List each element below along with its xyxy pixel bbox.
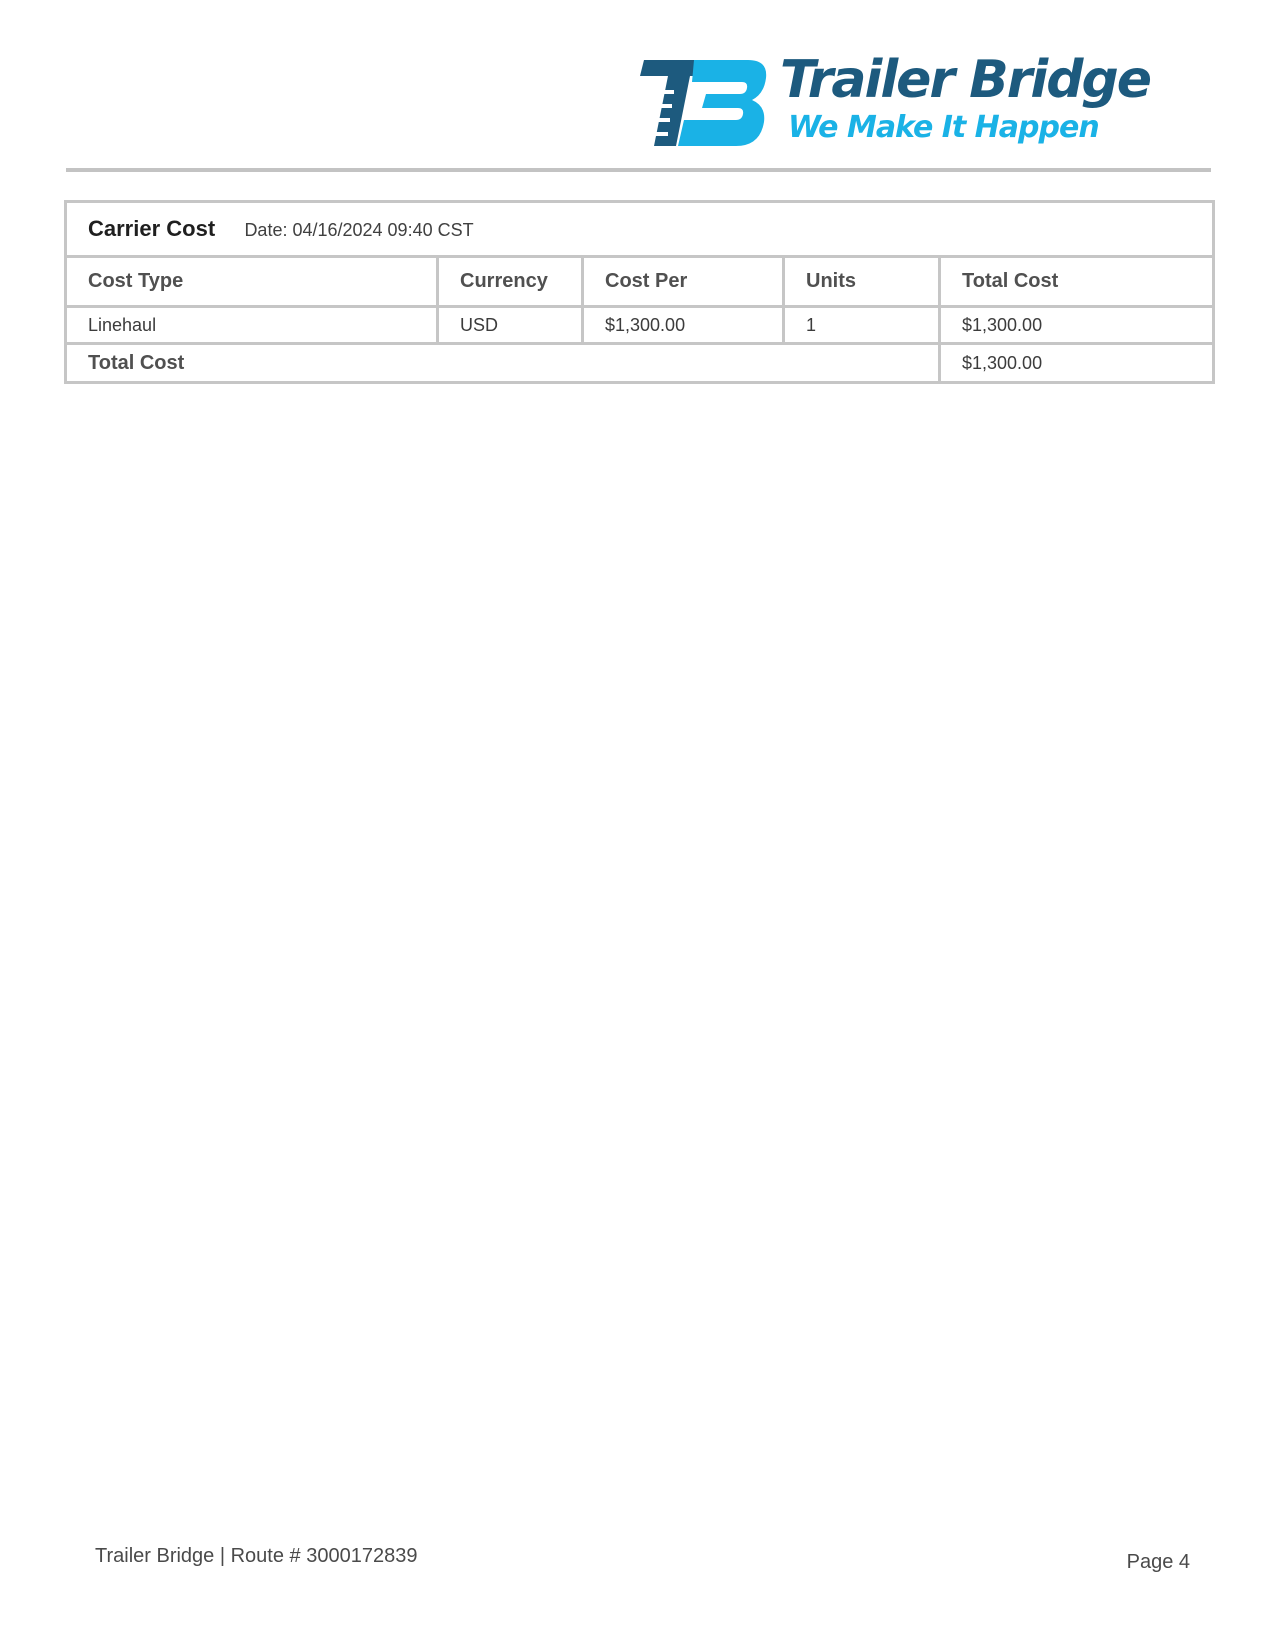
column-header-units: Units (784, 257, 940, 307)
table-title-row (66, 202, 1214, 257)
column-header-total-cost: Total Cost (940, 257, 1214, 307)
logo-tagline: We Make It Happen (788, 110, 1099, 145)
table-row (66, 307, 1214, 344)
section-date: Date: 04/16/2024 09:40 CST (244, 220, 474, 240)
company-logo (640, 50, 1200, 152)
header-divider (66, 168, 1211, 172)
cell-currency: USD (438, 307, 583, 344)
footer-route: Trailer Bridge | Route # 3000172839 (95, 1545, 418, 1567)
cell-units: 1 (784, 307, 940, 344)
cell-total-cost: $1,300.00 (940, 307, 1214, 344)
total-label: Total Cost (66, 344, 940, 383)
column-header-cost-type: Cost Type (66, 257, 438, 307)
logo-name: Trailer Bridge (780, 50, 1150, 110)
tb-logo-icon (640, 60, 770, 146)
section-title: Carrier Cost (88, 216, 216, 241)
column-header-currency: Currency (438, 257, 583, 307)
cell-cost-per: $1,300.00 (583, 307, 784, 344)
table-header-row (66, 257, 1214, 307)
total-value: $1,300.00 (940, 344, 1214, 383)
column-header-cost-per: Cost Per (583, 257, 784, 307)
carrier-cost-table (64, 200, 1215, 384)
table-title-cell (66, 202, 1214, 257)
cell-cost-type: Linehaul (66, 307, 438, 344)
table-total-row (66, 344, 1214, 383)
page-number: Page 4 (1126, 1551, 1190, 1573)
